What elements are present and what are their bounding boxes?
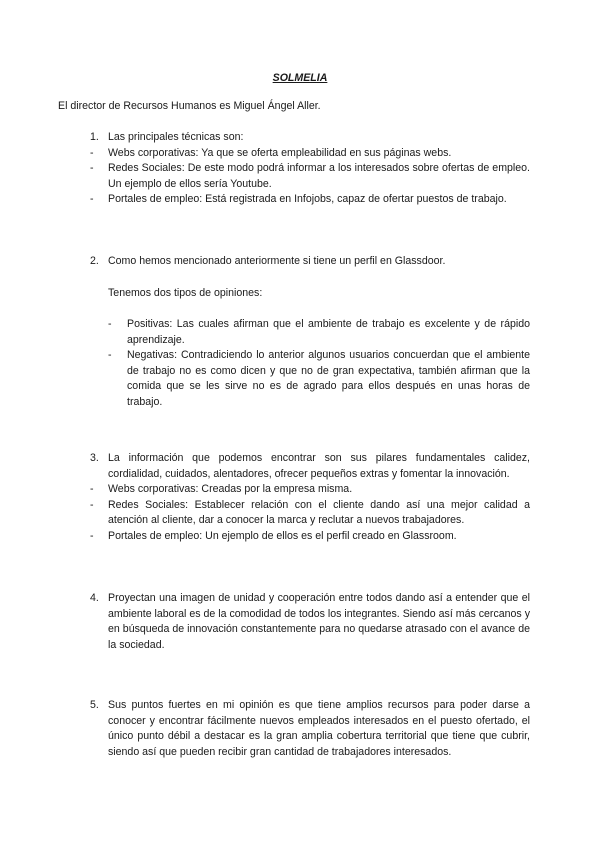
section-3 xyxy=(90,451,530,545)
bullet-dash: - xyxy=(90,146,94,159)
section-5-text: Sus puntos fuertes en mi opinión es que tiene amplios recursos para poder darse a conocer y encontrar fácilmente nuevos empleados interesados en el puesto ofertado, el único punto débil a destacar es la gran amplia cobertura territorial que tiene que cubrir, siendo así que pueden recibir gran cantidad de trabajadores interesados. xyxy=(108,699,530,758)
section-5 xyxy=(90,698,530,760)
list-item-text: Redes Sociales: De este modo podrá informar a los interesados sobre ofertas de empleo. Un ejemplo de ellos sería Youtube. xyxy=(108,162,530,190)
list-item-text: Portales de empleo: Un ejemplo de ellos es el perfil creado en Glassroom. xyxy=(108,529,457,542)
bullet-dash: - xyxy=(108,318,112,330)
intro-paragraph: El director de Recursos Humanos es Miguel Ángel Aller. xyxy=(58,100,321,112)
list-item-text: Positivas: Las cuales afirman que el ambiente de trabajo es excelente y de rápido aprendizaje. xyxy=(127,318,530,346)
list-item xyxy=(90,161,530,192)
section-1 xyxy=(90,130,530,208)
section-3-number: 3. xyxy=(90,452,99,464)
list-item xyxy=(90,146,530,162)
document-title: SOLMELIA xyxy=(272,72,328,84)
list-item xyxy=(90,482,530,498)
section-1-number: 1. xyxy=(90,131,99,143)
section-4 xyxy=(90,591,530,653)
bullet-dash: - xyxy=(90,498,94,511)
list-item xyxy=(90,529,530,545)
list-item-text: Redes Sociales: Establecer relación con el cliente dando así una mejor calidad a atención al cliente, dar a conocer la marca y reclutar a nuevos trabajadores. xyxy=(108,498,530,527)
bullet-dash: - xyxy=(90,162,94,175)
bullet-dash: - xyxy=(90,529,94,542)
list-item xyxy=(90,192,530,208)
section-2-opinions xyxy=(90,317,530,411)
bullet-dash: - xyxy=(90,483,94,496)
section-4-text: Proyectan una imagen de unidad y cooperación entre todos dando así a entender que el ambiente laboral es de la comodidad de todos los integrantes. Siendo así más cercanos y en búsqueda de innovación constantemente para no quedarse atrasado con el avance de la sociedad. xyxy=(108,592,530,651)
bullet-dash: - xyxy=(90,193,94,206)
list-item xyxy=(90,317,530,348)
list-item-text: Webs corporativas: Ya que se oferta empleabilidad en sus páginas webs. xyxy=(108,146,452,159)
list-item-text: Negativas: Contradiciendo lo anterior algunos usuarios concuerdan que el ambiente de trabajo no es como dicen y que no de gran expectativa, también afirman que la comida que se les sirve no es de agrado para ellos después en unas horas de trabajo. xyxy=(127,349,530,408)
section-2-text: Como hemos mencionado anteriormente si tiene un perfil en Glassdoor. xyxy=(108,255,446,267)
list-item-text: Webs corporativas: Creadas por la empresa misma. xyxy=(108,483,353,496)
section-4-number: 4. xyxy=(90,592,99,604)
list-item-text: Portales de empleo: Está registrada en Infojobs, capaz de ofertar puestos de trabajo. xyxy=(108,193,507,206)
list-item xyxy=(90,348,530,410)
section-2-subtext: Tenemos dos tipos de opiniones: xyxy=(108,287,263,299)
section-3-text: La información que podemos encontrar son sus pilares fundamentales calidez, cordialidad, cuidados, alentadores, ofrecer pequeños extras y fomentar la innovación. xyxy=(108,452,530,480)
section-1-text: Las principales técnicas son: xyxy=(108,131,244,143)
bullet-dash: - xyxy=(108,349,112,362)
section-2 xyxy=(90,254,530,270)
list-item xyxy=(90,498,530,529)
section-2-number: 2. xyxy=(90,255,99,267)
section-5-number: 5. xyxy=(90,699,99,711)
